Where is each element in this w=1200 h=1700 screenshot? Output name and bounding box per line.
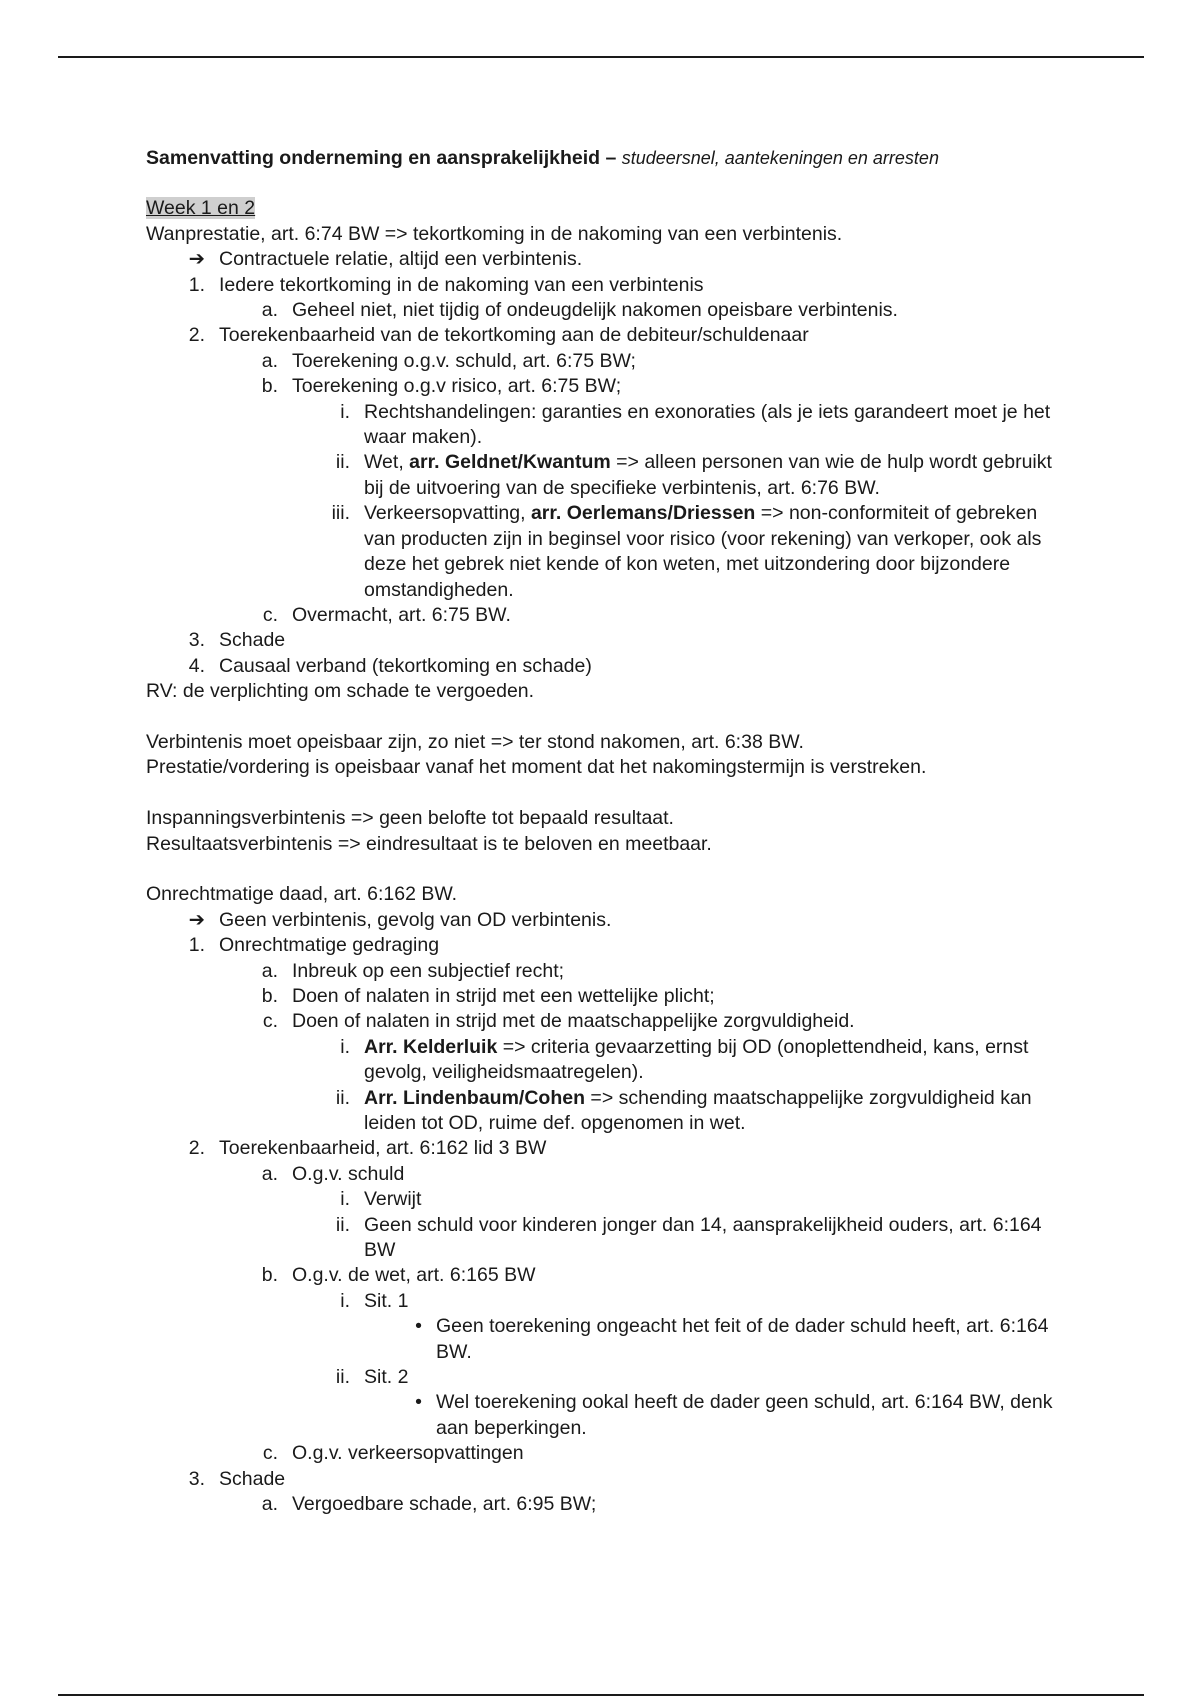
- case-reference: Arr. Lindenbaum/Cohen: [364, 1086, 586, 1109]
- list-item: iii. Verkeersopvatting, arr. Oerlemans/Driessen => non-conformiteit of gebreken van producten zijn in beginsel voor risico (voor rekening) van verkoper, ook als deze het gebrek niet kende of kon weten, met uitzondering door bijzondere omstandigheden.: [331, 502, 1042, 601]
- list-item: c. O.g.v. verkeersopvattingen: [262, 1442, 524, 1465]
- list-item: ii. Wet, arr. Geldnet/Kwantum => alleen personen van wie de hulp wordt gebruikt bij de uitvoering van de specifieke verbintenis, art. 6:76 BW.: [335, 451, 1052, 499]
- list-item: 3. Schade: [188, 1467, 286, 1490]
- list-item: b. O.g.v. de wet, art. 6:165 BW: [261, 1264, 536, 1287]
- header-rule: [58, 56, 1144, 58]
- list-item: b. Doen of nalaten in strijd met een wettelijke plicht;: [261, 984, 715, 1007]
- bullet-icon: •: [415, 1315, 422, 1338]
- list-item: ii. Sit. 2: [335, 1366, 409, 1389]
- list-item: 3. Schade: [188, 629, 286, 652]
- list-item: 1. Iedere tekortkoming in de nakoming van een verbintenis: [188, 273, 704, 296]
- list-item: i. Rechtshandelingen: garanties en exonoraties (als je iets garandeert moet je het waar maken).: [340, 400, 1051, 449]
- case-reference: arr. Oerlemans/Driessen: [530, 502, 756, 525]
- arrow-icon: ➔: [188, 248, 205, 271]
- text-line: Inspanningsverbintenis => geen belofte tot bepaald resultaat.: [146, 807, 674, 830]
- week-heading: Week 1 en 2: [146, 197, 256, 220]
- list-item: • Geen toerekening ongeacht het feit of de dader schuld heeft, art. 6:164 BW.: [146, 1314, 1066, 1365]
- text-line: Onrechtmatige daad, art. 6:162 BW.: [146, 883, 458, 906]
- list-item: a. Toerekening o.g.v. schuld, art. 6:75 BW;: [261, 349, 636, 372]
- text-line: Verbintenis moet opeisbaar zijn, zo niet => ter stond nakomen, art. 6:38 BW.: [146, 730, 804, 753]
- list-item: a. O.g.v. schuld: [261, 1162, 405, 1185]
- section-heading: [146, 196, 1066, 221]
- list-item: i. Sit. 1: [340, 1289, 409, 1312]
- list-item: 2. Toerekenbaarheid, art. 6:162 lid 3 BW: [188, 1137, 547, 1160]
- list-item: a. Geheel niet, niet tijdig of ondeugdelijk nakomen opeisbare verbintenis.: [261, 299, 898, 322]
- list-item: a. Vergoedbare schade, art. 6:95 BW;: [261, 1493, 597, 1516]
- list-item: a. Inbreuk op een subjectief recht;: [261, 959, 565, 982]
- bullet-icon: •: [415, 1391, 422, 1414]
- list-item: c. Overmacht, art. 6:75 BW.: [262, 603, 511, 626]
- list-item: i. Arr. Kelderluik => criteria gevaarzetting bij OD (onoplettendheid, kans, ernst gevolg, veiligheidsmaatregelen).: [340, 1035, 1029, 1084]
- title-subtitle: studeersnel, aantekeningen en arresten: [621, 148, 939, 168]
- text-line: Resultaatsverbintenis => eindresultaat is te beloven en meetbaar.: [146, 832, 712, 855]
- list-item: 1. Onrechtmatige gedraging: [188, 934, 440, 957]
- document-body: [146, 146, 1066, 1517]
- text-line: Wanprestatie, art. 6:74 BW => tekortkoming in de nakoming van een verbintenis.: [146, 222, 843, 245]
- list-item: ii. Geen schuld voor kinderen jonger dan 14, aansprakelijkheid ouders, art. 6:164 BW: [335, 1213, 1042, 1262]
- list-item: ii. Arr. Lindenbaum/Cohen => schending maatschappelijke zorgvuldigheid kan leiden tot OD, ruime def. opgenomen in wet.: [335, 1086, 1032, 1134]
- list-item: i. Verwijt: [340, 1188, 422, 1211]
- case-reference: Arr. Kelderluik: [364, 1035, 498, 1058]
- text-line: RV: de verplichting om schade te vergoeden.: [146, 680, 535, 703]
- case-reference: arr. Geldnet/Kwantum: [409, 451, 611, 474]
- document-title: [146, 146, 1066, 171]
- title-strong: Samenvatting onderneming en aansprakelijkheid –: [146, 147, 617, 169]
- list-item: 2. Toerekenbaarheid van de tekortkoming aan de debiteur/schuldenaar: [188, 324, 809, 347]
- footer-rule: [58, 1694, 1144, 1696]
- list-item: ➔ Contractuele relatie, altijd een verbintenis.: [146, 247, 1066, 272]
- list-item: 4. Causaal verband (tekortkoming en schade): [188, 654, 592, 677]
- text-line: Prestatie/vordering is opeisbaar vanaf het moment dat het nakomingstermijn is verstreken.: [146, 756, 927, 779]
- list-item: c. Doen of nalaten in strijd met de maatschappelijke zorgvuldigheid.: [262, 1010, 855, 1033]
- list-item: b. Toerekening o.g.v risico, art. 6:75 BW;: [261, 375, 622, 398]
- list-item: ➔ Geen verbintenis, gevolg van OD verbintenis.: [146, 908, 1066, 933]
- arrow-icon: ➔: [188, 908, 205, 931]
- list-item: • Wel toerekening ookal heeft de dader geen schuld, art. 6:164 BW, denk aan beperkingen.: [146, 1390, 1066, 1441]
